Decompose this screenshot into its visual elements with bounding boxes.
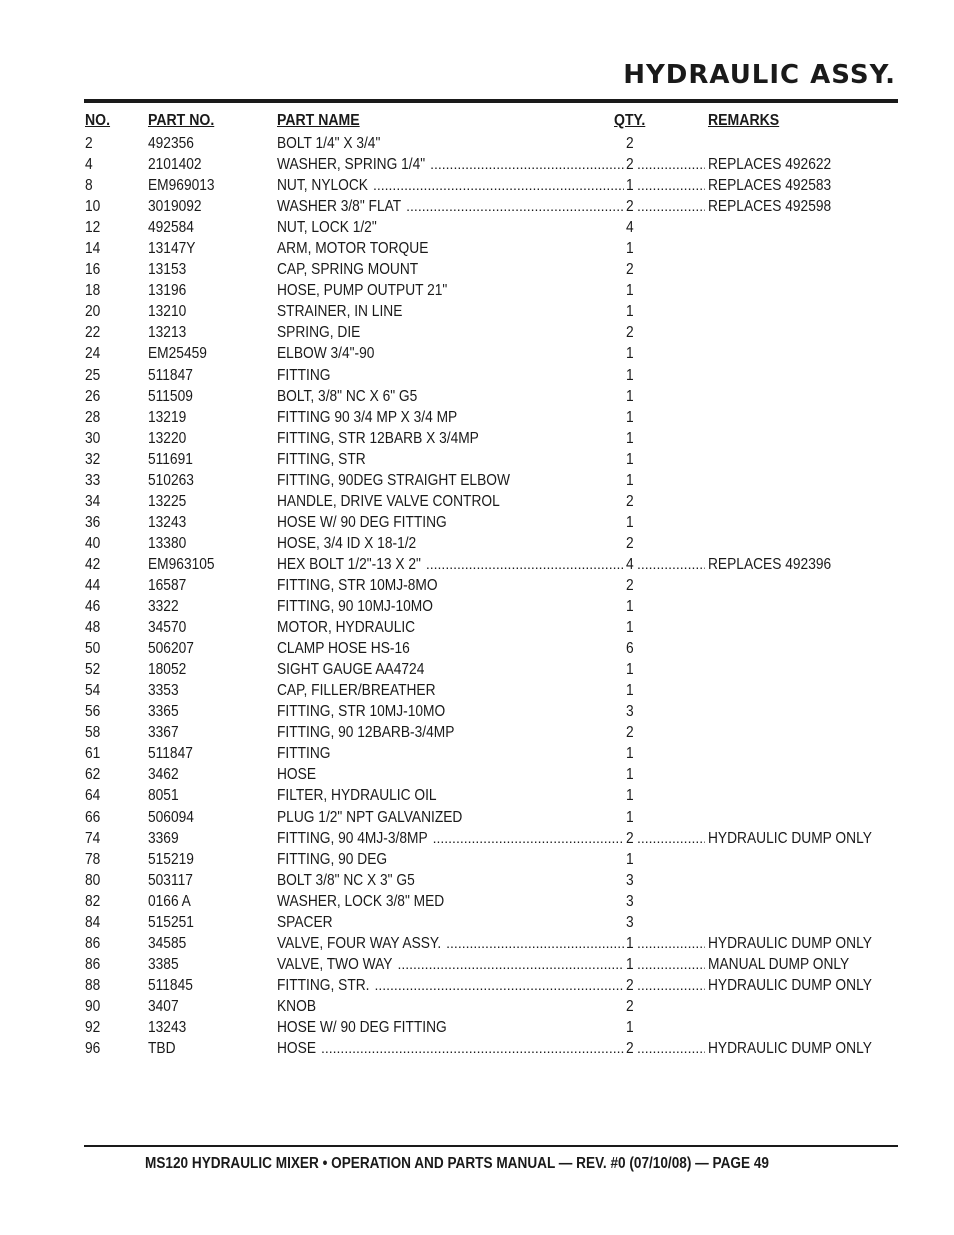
- part-name: SPRING, DIE: [277, 324, 361, 342]
- part-quantity: 2: [626, 261, 634, 279]
- part-number-index: 88: [85, 976, 101, 994]
- part-number: 3019092: [148, 198, 202, 216]
- part-quantity: 2: [626, 135, 634, 152]
- table-row: [0, 870, 954, 891]
- part-number-index: 32: [85, 450, 101, 468]
- part-quantity: 1: [626, 682, 634, 700]
- part-quantity: 3: [626, 892, 634, 910]
- part-number-index: 10: [85, 198, 101, 216]
- part-number: 510263: [148, 471, 194, 489]
- part-quantity: 1: [626, 408, 634, 426]
- part-name: WASHER, LOCK 3/8" MED: [277, 892, 445, 910]
- part-number: 492584: [148, 219, 194, 237]
- table-row: [0, 680, 954, 701]
- part-number-index: 74: [85, 829, 101, 847]
- part-quantity: 2: [626, 576, 634, 594]
- part-number: 18052: [148, 661, 187, 679]
- dot-leader: [430, 154, 624, 175]
- table-row: [0, 449, 954, 470]
- dot-leader: [637, 175, 705, 196]
- table-row: [0, 196, 954, 217]
- part-number: 511847: [148, 366, 193, 384]
- dot-leader: [426, 554, 624, 575]
- part-name: HOSE, PUMP OUTPUT 21": [277, 282, 448, 300]
- part-name: BOLT, 3/8" NC X 6" G5: [277, 387, 418, 405]
- part-name: MOTOR, HYDRAULIC: [277, 619, 416, 637]
- part-quantity: 1: [626, 177, 634, 195]
- part-quantity: 2: [626, 997, 634, 1015]
- part-number: 3407: [148, 997, 179, 1015]
- table-row: [0, 933, 954, 954]
- table-row: [0, 154, 954, 175]
- part-quantity: 2: [626, 534, 634, 552]
- part-number: 3353: [148, 682, 179, 700]
- part-quantity: 2: [626, 198, 634, 216]
- part-name: SPACER: [277, 913, 333, 931]
- part-number: 3322: [148, 598, 179, 616]
- dot-leader: [637, 554, 705, 575]
- part-number: 13380: [148, 534, 187, 552]
- part-number-index: 84: [85, 913, 101, 931]
- part-name: ELBOW 3/4"-90: [277, 345, 375, 363]
- part-name: FITTING: [277, 366, 331, 384]
- part-number-index: 22: [85, 324, 101, 342]
- part-name: HOSE: [277, 1040, 316, 1058]
- table-row: [0, 301, 954, 322]
- part-quantity: 1: [626, 471, 634, 489]
- page-footer: MS120 HYDRAULIC MIXER • OPERATION AND PARTS MANUAL — REV. #0 (07/10/08) — PAGE 49: [145, 1155, 769, 1172]
- table-row: [0, 785, 954, 806]
- part-name: FITTING 90 3/4 MP X 3/4 MP: [277, 408, 458, 426]
- part-quantity: 2: [626, 492, 634, 510]
- part-name: NUT, LOCK 1/2": [277, 219, 377, 237]
- part-number: 8051: [148, 787, 179, 805]
- part-name: FITTING: [277, 745, 331, 763]
- table-row: [0, 975, 954, 996]
- table-row: [0, 722, 954, 743]
- table-row: [0, 743, 954, 764]
- header-part-no: PART NO.: [148, 112, 215, 129]
- part-number: 3385: [148, 955, 179, 973]
- part-number-index: 20: [85, 303, 101, 321]
- part-number-index: 36: [85, 513, 101, 531]
- part-name: HOSE W/ 90 DEG FITTING: [277, 513, 447, 531]
- dot-leader: [637, 196, 705, 217]
- table-row: [0, 259, 954, 280]
- part-number: 506207: [148, 640, 194, 658]
- part-quantity: 1: [626, 1018, 634, 1036]
- part-name: FITTING, STR 10MJ-10MO: [277, 703, 446, 721]
- part-number: 515251: [148, 913, 194, 931]
- part-quantity: 1: [626, 345, 634, 363]
- table-row: [0, 596, 954, 617]
- part-quantity: 1: [626, 787, 634, 805]
- part-number-index: 90: [85, 997, 101, 1015]
- part-number-index: 66: [85, 808, 101, 826]
- table-row: [0, 533, 954, 554]
- part-number: 511845: [148, 976, 193, 994]
- table-row: [0, 828, 954, 849]
- part-name: STRAINER, IN LINE: [277, 303, 403, 321]
- part-number: 506094: [148, 808, 194, 826]
- part-number-index: 82: [85, 892, 101, 910]
- part-name: FITTING, 90 12BARB-3/4MP: [277, 724, 455, 742]
- part-number-index: 30: [85, 429, 101, 447]
- part-number-index: 96: [85, 1040, 101, 1058]
- part-number-index: 86: [85, 955, 101, 973]
- part-number-index: 2: [85, 135, 93, 152]
- part-name: FITTING, STR: [277, 450, 366, 468]
- part-quantity: 2: [626, 1040, 634, 1058]
- header-qty: QTY.: [614, 112, 646, 129]
- dot-leader: [637, 828, 705, 849]
- dot-leader: [637, 154, 705, 175]
- table-row: [0, 407, 954, 428]
- part-number-index: 42: [85, 555, 101, 573]
- part-number: EM25459: [148, 345, 207, 363]
- part-name: SIGHT GAUGE AA4724: [277, 661, 425, 679]
- part-number-index: 92: [85, 1018, 101, 1036]
- part-quantity: 1: [626, 282, 634, 300]
- part-number-index: 78: [85, 850, 101, 868]
- part-quantity: 3: [626, 871, 634, 889]
- part-number: 13243: [148, 1018, 187, 1036]
- part-quantity: 1: [626, 450, 634, 468]
- dot-leader: [374, 975, 624, 996]
- part-number-index: 18: [85, 282, 101, 300]
- part-number: 3367: [148, 724, 179, 742]
- table-row: [0, 807, 954, 828]
- table-row: [0, 554, 954, 575]
- part-name: FITTING, 90 10MJ-10MO: [277, 598, 433, 616]
- dot-leader: [637, 954, 705, 975]
- part-name: CLAMP HOSE HS-16: [277, 640, 410, 658]
- table-row: [0, 575, 954, 596]
- part-number: 511509: [148, 387, 193, 405]
- part-quantity: 4: [626, 555, 634, 573]
- part-number: 511847: [148, 745, 193, 763]
- dot-leader: [446, 933, 624, 954]
- part-name: FITTING, 90 4MJ-3/8MP: [277, 829, 428, 847]
- dot-leader: [637, 1038, 705, 1059]
- parts-table: [0, 133, 954, 1059]
- part-number: 34585: [148, 934, 187, 952]
- part-remarks: REPLACES 492583: [708, 177, 832, 195]
- part-number-index: 28: [85, 408, 101, 426]
- part-name: PLUG 1/2" NPT GALVANIZED: [277, 808, 463, 826]
- part-number-index: 33: [85, 471, 101, 489]
- part-name: HOSE: [277, 766, 316, 784]
- part-number: 3365: [148, 703, 179, 721]
- part-name: FITTING, 90DEG STRAIGHT ELBOW: [277, 471, 510, 489]
- part-name: ARM, MOTOR TORQUE: [277, 240, 429, 258]
- footer-rule: [84, 1145, 898, 1147]
- table-row: [0, 491, 954, 512]
- table-row: [0, 343, 954, 364]
- part-number: 2101402: [148, 156, 202, 174]
- part-name: HOSE, 3/4 ID X 18-1/2: [277, 534, 417, 552]
- part-number-index: 58: [85, 724, 101, 742]
- part-number-index: 52: [85, 661, 101, 679]
- part-number: 0166 A: [148, 892, 191, 910]
- part-quantity: 1: [626, 934, 634, 952]
- part-name: FITTING, STR.: [277, 976, 370, 994]
- table-row: [0, 617, 954, 638]
- table-row: [0, 238, 954, 259]
- part-name: KNOB: [277, 997, 316, 1015]
- part-remarks: REPLACES 492622: [708, 156, 832, 174]
- part-number-index: 62: [85, 766, 101, 784]
- table-row: [0, 891, 954, 912]
- part-name: WASHER, SPRING 1/4": [277, 156, 426, 174]
- table-row: [0, 428, 954, 449]
- table-row: [0, 280, 954, 301]
- part-number-index: 4: [85, 156, 93, 174]
- part-quantity: 1: [626, 619, 634, 637]
- part-quantity: 2: [626, 156, 634, 174]
- header-remarks: REMARKS: [708, 112, 780, 129]
- part-remarks: HYDRAULIC DUMP ONLY: [708, 976, 872, 994]
- dot-leader: [406, 196, 624, 217]
- dot-leader: [397, 954, 624, 975]
- part-number-index: 16: [85, 261, 101, 279]
- table-row: [0, 996, 954, 1017]
- table-row: [0, 365, 954, 386]
- header-no: NO.: [85, 112, 111, 129]
- part-number-index: 80: [85, 871, 101, 889]
- table-row: [0, 954, 954, 975]
- part-quantity: 1: [626, 513, 634, 531]
- part-name: FITTING, 90 DEG: [277, 850, 388, 868]
- part-number-index: 25: [85, 366, 101, 384]
- part-remarks: REPLACES 492598: [708, 198, 832, 216]
- table-row: [0, 764, 954, 785]
- part-name: HEX BOLT 1/2"-13 X 2": [277, 555, 421, 573]
- table-row: [0, 912, 954, 933]
- part-name: HANDLE, DRIVE VALVE CONTROL: [277, 492, 500, 510]
- part-name: FITTING, STR 12BARB X 3/4MP: [277, 429, 479, 447]
- part-number-index: 54: [85, 682, 101, 700]
- part-number-index: 26: [85, 387, 101, 405]
- part-quantity: 1: [626, 850, 634, 868]
- table-row: [0, 849, 954, 870]
- table-row: [0, 470, 954, 491]
- part-quantity: 1: [626, 303, 634, 321]
- part-number-index: 24: [85, 345, 101, 363]
- part-remarks: REPLACES 492396: [708, 555, 832, 573]
- part-number-index: 12: [85, 219, 101, 237]
- table-row: [0, 322, 954, 343]
- part-number: 13196: [148, 282, 187, 300]
- part-remarks: HYDRAULIC DUMP ONLY: [708, 829, 872, 847]
- part-quantity: 2: [626, 976, 634, 994]
- part-remarks: HYDRAULIC DUMP ONLY: [708, 934, 872, 952]
- part-number: 13219: [148, 408, 187, 426]
- table-row: [0, 1038, 954, 1059]
- part-number-index: 50: [85, 640, 101, 658]
- table-row: [0, 217, 954, 238]
- table-row: [0, 133, 954, 154]
- part-quantity: 1: [626, 808, 634, 826]
- table-row: [0, 659, 954, 680]
- part-number: 16587: [148, 576, 187, 594]
- part-number: 3462: [148, 766, 179, 784]
- part-number: EM969013: [148, 177, 215, 195]
- part-remarks: HYDRAULIC DUMP ONLY: [708, 1040, 872, 1058]
- table-row: [0, 701, 954, 722]
- part-name: CAP, FILLER/BREATHER: [277, 682, 436, 700]
- dot-leader: [637, 933, 705, 954]
- part-number: 13220: [148, 429, 187, 447]
- part-quantity: 6: [626, 640, 634, 658]
- part-name: VALVE, FOUR WAY ASSY.: [277, 934, 442, 952]
- part-name: FITTING, STR 10MJ-8MO: [277, 576, 438, 594]
- part-number: 511691: [148, 450, 193, 468]
- part-number-index: 8: [85, 177, 93, 195]
- part-number: 34570: [148, 619, 187, 637]
- part-number: TBD: [148, 1040, 176, 1058]
- part-number: 515219: [148, 850, 194, 868]
- part-name: BOLT 1/4" X 3/4": [277, 135, 381, 152]
- part-quantity: 4: [626, 219, 634, 237]
- part-number-index: 14: [85, 240, 101, 258]
- table-row: [0, 175, 954, 196]
- part-quantity: 2: [626, 724, 634, 742]
- part-quantity: 1: [626, 429, 634, 447]
- part-quantity: 1: [626, 955, 634, 973]
- part-number-index: 34: [85, 492, 101, 510]
- table-row: [0, 512, 954, 533]
- part-name: WASHER 3/8" FLAT: [277, 198, 402, 216]
- part-number-index: 46: [85, 598, 101, 616]
- part-quantity: 2: [626, 324, 634, 342]
- part-name: BOLT 3/8" NC X 3" G5: [277, 871, 415, 889]
- part-quantity: 3: [626, 703, 634, 721]
- part-number: 503117: [148, 871, 193, 889]
- part-quantity: 1: [626, 766, 634, 784]
- part-number: 13147Y: [148, 240, 196, 258]
- part-quantity: 2: [626, 829, 634, 847]
- part-quantity: 1: [626, 387, 634, 405]
- title-rule: [84, 99, 898, 103]
- part-name: CAP, SPRING MOUNT: [277, 261, 419, 279]
- part-number: 13153: [148, 261, 187, 279]
- part-number-index: 64: [85, 787, 101, 805]
- part-quantity: 1: [626, 745, 634, 763]
- part-number: 13243: [148, 513, 187, 531]
- part-remarks: MANUAL DUMP ONLY: [708, 955, 850, 973]
- part-number-index: 56: [85, 703, 101, 721]
- part-number-index: 61: [85, 745, 101, 763]
- part-name: VALVE, TWO WAY: [277, 955, 393, 973]
- page-title: HYDRAULIC ASSY.: [623, 60, 896, 90]
- part-number-index: 44: [85, 576, 101, 594]
- dot-leader: [321, 1038, 624, 1059]
- part-number-index: 40: [85, 534, 101, 552]
- dot-leader: [433, 828, 624, 849]
- dot-leader: [637, 975, 705, 996]
- part-quantity: 1: [626, 598, 634, 616]
- part-name: HOSE W/ 90 DEG FITTING: [277, 1018, 447, 1036]
- table-row: [0, 386, 954, 407]
- part-name: FILTER, HYDRAULIC OIL: [277, 787, 437, 805]
- table-row: [0, 638, 954, 659]
- table-row: [0, 1017, 954, 1038]
- part-number-index: 48: [85, 619, 101, 637]
- part-name: NUT, NYLOCK: [277, 177, 368, 195]
- part-quantity: 1: [626, 366, 634, 384]
- part-number: EM963105: [148, 555, 215, 573]
- header-part-name: PART NAME: [277, 112, 360, 129]
- part-number-index: 86: [85, 934, 101, 952]
- dot-leader: [373, 175, 624, 196]
- part-number: 13225: [148, 492, 187, 510]
- part-number: 13210: [148, 303, 187, 321]
- part-quantity: 3: [626, 913, 634, 931]
- part-number: 3369: [148, 829, 179, 847]
- part-number: 13213: [148, 324, 187, 342]
- part-quantity: 1: [626, 240, 634, 258]
- part-quantity: 1: [626, 661, 634, 679]
- part-number: 492356: [148, 135, 194, 152]
